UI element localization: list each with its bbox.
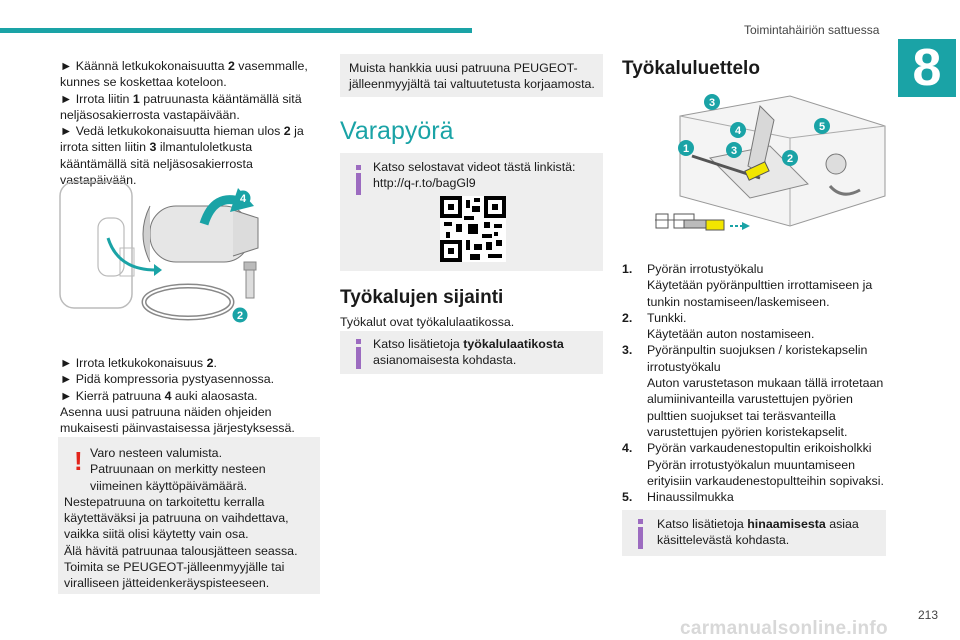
figure-label: 3 — [708, 97, 716, 109]
note-text: Muista hankkia uusi patruuna PEUGEOT-jälleenmyyjältä tai valtuutetusta korjaamosta. — [349, 61, 595, 92]
toolbox-info-box — [340, 331, 603, 374]
figure-label: 5 — [818, 121, 826, 133]
step-text: ► Käännä letkukokonaisuutta 2 vasemmalle, kunnes se koskettaa koteloon. — [60, 59, 308, 90]
towing-note: Katso lisätietoja hinaamisesta asiaa käsittelevästä kohdasta. — [657, 517, 859, 548]
left-steps-top — [60, 58, 322, 188]
warning-box — [58, 437, 320, 594]
tool-list-heading: Työkaluluettelo — [622, 58, 760, 79]
warning-line: Varo nesteen valumista. — [90, 446, 223, 460]
step-text: ► Vedä letkukokonaisuutta hieman ulos 2 ja irrota sitten liitin 3 ilmantuloletkusta kääntämällä sitä neljäsosakierrosta vastapäivään. — [60, 124, 304, 188]
video-link[interactable]: http://q-r.to/bagGl9 — [373, 176, 476, 190]
towing-info-box — [622, 510, 886, 556]
tools-location-heading: Työkalujen sijainti — [340, 287, 504, 308]
watermark: carmanualsonline.info — [680, 618, 888, 639]
note-box-new-cartridge — [340, 54, 603, 97]
left-steps-bottom — [60, 355, 322, 436]
figure-label: 3 — [730, 145, 738, 157]
tools-location-text: Työkalut ovat työkalulaatikossa. — [340, 315, 515, 329]
top-accent-bar — [0, 28, 472, 33]
page-number: 213 — [917, 608, 938, 622]
figure-label: 4 — [734, 125, 742, 137]
figure-label: 4 — [239, 193, 247, 205]
video-info-box — [340, 153, 603, 271]
list-item: 3. Pyöränpultin suojuksen / koristekapselin irrotustyökalu Auton varustetason mukaan tällä irrotetaan alumiinivanteilla varustettujen pyörien pulttien suojukset tai teräsvanteilla varustettujen pyörien koristekapselit. — [622, 343, 884, 439]
info-icon — [636, 519, 646, 549]
warning-line: Nestepatruuna on tarkoitettu kerralla käytettäväksi ja patruuna on vaihdettava, vaikka siitä olisi käytetty vain osa. — [64, 494, 289, 542]
list-item: 5. Hinaussilmukka — [622, 490, 734, 505]
list-item: 1. Pyörän irrotustyökalu Käytetään pyöränpulttien irrottamiseen ja tunkin nostamiseen/laskemiseen. — [622, 262, 873, 309]
cartridge-illustration — [58, 178, 268, 338]
figure-label: 2 — [236, 310, 244, 322]
figure-label: 2 — [786, 153, 794, 165]
warning-text — [64, 445, 314, 592]
toolbox-note: Katso lisätietoja työkalulaatikosta asianomaisesta kohdasta. — [373, 337, 564, 368]
step-text: ► Pidä kompressoria pystyasennossa. — [60, 372, 275, 387]
warning-line: Patruunaan on merkitty nesteen viimeinen käyttöpäivämäärä. — [90, 462, 266, 493]
info-icon — [354, 165, 364, 195]
qr-code-icon[interactable] — [440, 196, 506, 262]
list-item: 2. Tunkki. Käytetään auton nostamiseen. — [622, 310, 815, 342]
step-text: ► Irrota letkukokonaisuus 2. — [60, 356, 217, 370]
toolbox-illustration — [640, 86, 890, 244]
reassembly-paragraph: Asenna uusi patruuna näiden ohjeiden mukaisesti päinvastaisessa järjestyksessä. — [60, 404, 295, 436]
figure-label: 1 — [682, 143, 690, 155]
warning-line: Älä hävitä patruunaa talousjätteen seassa. Toimita se PEUGEOT-jälleenmyyjälle tai viralliseen jätteidenkeräyspisteeseen. — [64, 543, 298, 591]
step-text: ► Kierrä patruuna 4 auki alaosasta. — [60, 388, 258, 403]
warning-icon: ! — [74, 446, 83, 476]
tool-list — [622, 261, 888, 505]
step-text: ► Irrota liitin 1 patruunasta kääntämällä sitä neljäsosakierrosta vastapäivään. — [60, 91, 302, 122]
list-item: 4. Pyörän varkaudenestopultin erikoisholkki Pyörän irrotustyökalun muuntamiseen erityisiin varkaudenestopultteihin sopivaksi. — [622, 441, 884, 488]
section-title: Toimintahäiriön sattuessa — [744, 23, 880, 37]
chapter-number-badge: 8 — [898, 39, 956, 97]
info-icon — [354, 339, 364, 369]
video-note: Katso selostavat videot tästä linkistä: — [373, 160, 576, 174]
spare-wheel-heading: Varapyörä — [340, 117, 454, 145]
